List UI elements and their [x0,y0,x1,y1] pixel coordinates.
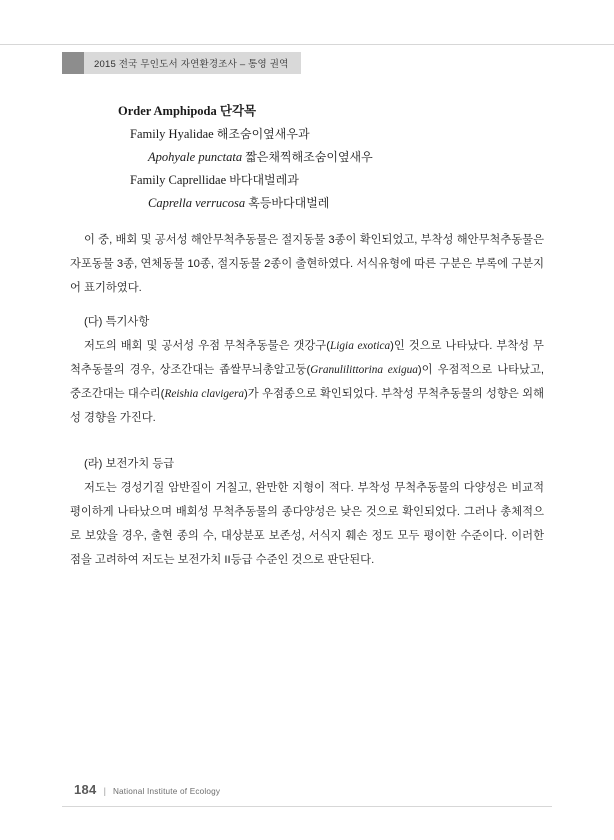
taxon-order [0,100,614,123]
paragraph-special-notes [70,334,544,430]
species-name-italic: Reishia clavigera [164,388,245,400]
text-run: )인 것으로 나타났다. 부착성 무척추동물의 경우, 상조간대는 좁쌀무늬총알고둥( [70,340,544,376]
page-number: 184 [74,782,97,797]
species-name-italic: Ligia exotica [329,340,391,352]
taxon-latin-name: Caprella verrucosa [148,196,246,210]
taxon-family [0,169,614,192]
species-name-italic: Granulilittorina exigua [310,364,418,376]
header-title: 2015 전국 무인도서 자연환경조사 – 통영 권역 [84,52,301,74]
taxon-species [0,192,614,215]
taxon-latin-name: Family Hyalidae [130,127,214,141]
header-swatch [62,52,84,74]
footer-divider [62,806,552,807]
footer [74,782,220,797]
taxonomy-list [0,100,614,215]
paragraph-conservation-grade: 저도는 경성기질 암반질이 거칠고, 완만한 지형이 적다. 부착성 무척추동물의 다양성은 비교적 평이하게 나타났으며 배회성 무척추동물의 종다양성은 낮은 것으로 확인되었다. 그러나 총체적으로 보았을 경우, 출현 종의 수, 대상분포 보존성, 서식지 훼손 정도 모두 평이한 수준이다. 이러한 점을 고려하여 저도는 보전가치 II등급 수준인 것으로 판단된다. [70,482,544,566]
footer-organization: National Institute of Ecology [112,787,221,796]
taxon-latin-name: Apohyale punctata [148,150,243,164]
text-run: )이 우점적으로 나타났고, 중조간대는 대수리( [70,364,545,400]
header-divider [0,44,614,45]
footer-separator: | [103,786,106,796]
taxon-korean-name: 바다대벌레과 [229,173,299,187]
header-banner [62,52,301,74]
heading-special-notes: (다) 특기사항 [84,316,150,328]
taxon-latin-name: Order Amphipoda [118,104,217,118]
text-run: )가 우점종으로 확인되었다. 부착성 무척추동물의 성향은 외해성 경향을 가진다. [70,388,544,424]
taxon-family [0,123,614,146]
text-run: 저도의 배회 및 공서성 우점 무척추동물은 갯강구( [84,340,330,352]
taxon-korean-name: 짧은채찍해조숨이옆새우 [245,150,373,164]
taxon-species [0,146,614,169]
taxon-latin-name: Family Caprellidae [130,173,227,187]
taxon-korean-name: 해조숨이옆새우과 [216,127,310,141]
heading-conservation-grade: (라) 보전가치 등급 [84,458,175,470]
taxon-korean-name: 단각목 [219,104,257,118]
taxon-korean-name: 혹등바다대벌레 [248,196,330,210]
paragraph-summary: 이 중, 배회 및 공서성 해안무척추동물은 절지동물 3종이 확인되었고, 부착성 해안무척추동물은 자포동물 3종, 연체동물 10종, 절지동물 2종이 출현하였다. 서식유형에 따른 구분은 부록에 구분지어 표기하였다. [70,234,544,294]
